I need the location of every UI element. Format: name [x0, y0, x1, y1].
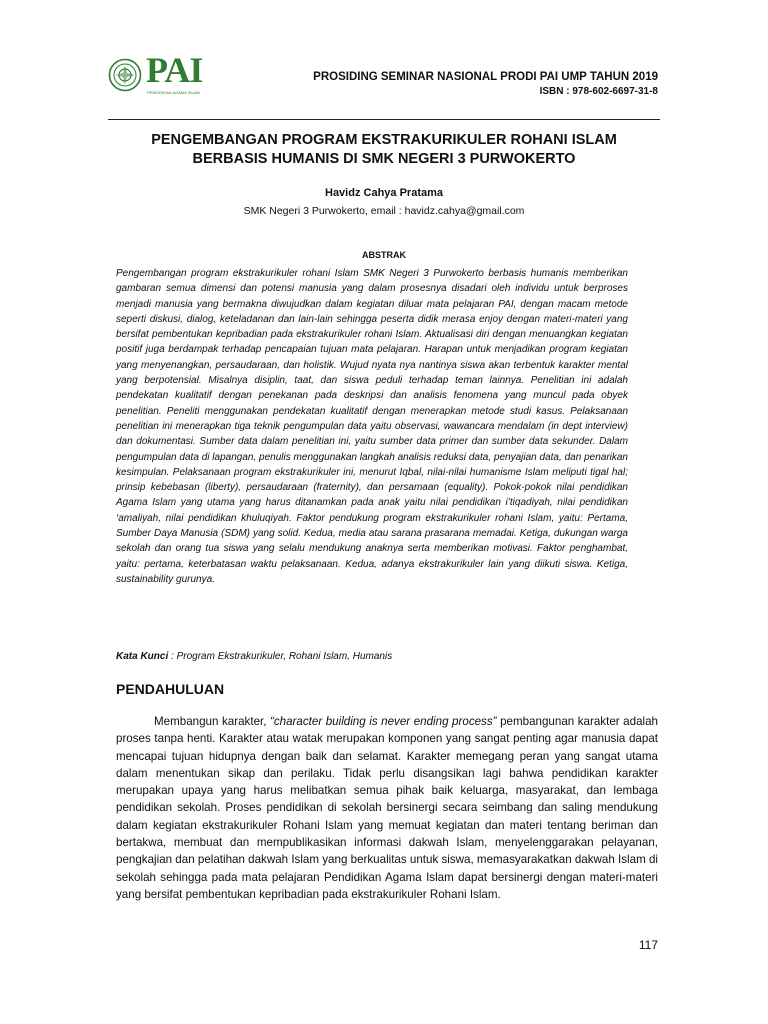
intro-part-2: pembangunan karakter adalah proses tanpa henti. Karakter atau watak merupakan komponen yang sangat penting agar manusia dapat mencapai tujuan hidupnya dengan baik dan selamat. Karakter memegang peran yang sangat utama dalam menentukan sikap dan perilaku. Tidak perlu disangsikan lagi bahwa pendidikan karakter merupakan upaya yang harus melibatkan semua pihak baik keluarga, masyarakat, dan lembaga pendidikan sekolah. Proses pendidikan di sekolah bersinergi secara seimbang dan saling mendukung dalam kegiatan ekstrakurikuler Rohani Islam yang memuat kegiatan dan materi tentang beriman dan bertakwa, membuat dan mempublikasikan informasi dakwah Islam, menyelenggarakan pelayanan, pengkajian dan pelatihan dakwah Islam yang berkualitas untuk siswa, memasyarakatkan dakwah Islam di sekolah sehingga pada mata pelajaran Pendidikan Agama Islam dapat bersinergi dengan materi-materi yang bersifat pembentukan kepribadian pada ekstrakurikuler Rohani Islam. — [116, 715, 658, 901]
header-divider — [108, 119, 660, 120]
page-number: 117 — [638, 938, 658, 952]
logo-wordmark: PAI — [146, 50, 203, 90]
author-affiliation: SMK Negeri 3 Purwokerto, email : havidz.cahya@gmail.com — [243, 205, 525, 217]
isbn: ISBN : 978-602-6697-31-8 — [539, 86, 658, 97]
journal-header — [313, 70, 658, 99]
title-line-2: BERBASIS HUMANIS DI SMK NEGERI 3 PURWOKERTO — [192, 151, 576, 167]
pai-logo — [108, 50, 228, 100]
section-heading: PENDAHULUAN — [116, 681, 225, 697]
abstract-heading: ABSTRAK — [362, 250, 406, 260]
keywords-text: : Program Ekstrakurikuler, Rohani Islam, Humanis — [168, 651, 393, 662]
logo-subtitle: PENDIDIKAN AGAMA ISLAM — [147, 90, 200, 95]
keywords — [116, 651, 628, 662]
title-line-1: PENGEMBANGAN PROGRAM EKSTRAKURIKULER ROHANI ISLAM — [151, 132, 617, 148]
intro-part-1: Membangun karakter, — [154, 715, 270, 728]
author-name: Havidz Cahya Pratama — [325, 187, 443, 199]
intro-paragraph — [116, 713, 658, 903]
journal-title: PROSIDING SEMINAR NASIONAL PRODI PAI UMP TAHUN 2019 — [313, 71, 658, 83]
abstract-body: Pengembangan program ekstrakurikuler rohani Islam SMK Negeri 3 Purwokerto berbasis humanis memberikan gambaran semua dimensi dan potensi manusia yang dalam prosesnya disadari oleh individu untuk berproses menjadi manusia yang bermakna diwujudkan dalam kegiatan diluar mata pelajaran PAI, dengan macam metode seperti diskusi, dialog, keteladanan dan lain-lain sehingga peserta didik merasa enjoy dengan materi-materi yang bersifat pembentukan kepribadian pada ekstrakurikuler rohani Islam. Aktualisasi diri dengan menuangkan kegiatan positif juga berdampak terhadap pencapaian tujuan mata pelajaran. Harapan untuk menjadikan program kegiatan yang menyenangkan, persaudaraan, dan holistik. Wujud nyata nya nantinya siswa akan terbentuk karakter mental yang berpotensial. Misalnya disiplin, taat, dan siswa peduli terhadap teman lainnya. Penelitian ini adalah pendekatan kualitatif dengan penekanan pada deskripsi dan analisis fenomena yang muncul pada obyek penelitian. Peneliti menggunakan pendekatan kualitatif dengan menerapkan metode studi kasus. Pelaksanaan penelitian ini menerapkan tiga teknik pengumpulan data yaitu observasi, wawancara mendalam (in dept interview) dan dokumentasi. Sumber data dalam penelitian ini, yaitu sumber data primer dan sumber data sekunder. Dalam pengumpulan data di lapangan, penulis menggunakan langkah analisis reduksi data, penyajian data, dan penarikan kesimpulan. Pelaksanaan program ekstrakurikuler ini, menurut Iqbal, nilai-nilai humanisme Islam meliputi tigal hal; prinsip kebebasan (liberty), persaudaraan (fraternity), dan persamaan (equality). Pokok-pokok nilai pendidikan Agama Islam yang utama yang harus ditanamkan pada anak yaitu nilai pendidikan i’tiqadiyah, nilai pendidikan ‘amaliyah, nilai pendidikan khuluqiyah. Faktor pendukung program ekstrakurikuler rohani Islam, yaitu: Pertama, Sumber Daya Manusia (SDM) yang solid. Kedua, media atau sarana prasarana memadai. Ketiga, dukungan warga sekolah dan orang tua siswa yang selalu mendukung anaknya serta memberikan motivasi. Faktor penghambat, yaitu: pertama, keterbatasan waktu pelaksanaan. Kedua, adanya ekstrakurikuler lain yang diikuti siswa. Ketiga, sustainability gurunya. — [116, 268, 628, 585]
keywords-label: Kata Kunci — [116, 651, 169, 662]
university-seal-icon — [108, 58, 142, 92]
intro-quote: “character building is never ending process” — [270, 715, 497, 728]
paper-title — [120, 131, 648, 169]
